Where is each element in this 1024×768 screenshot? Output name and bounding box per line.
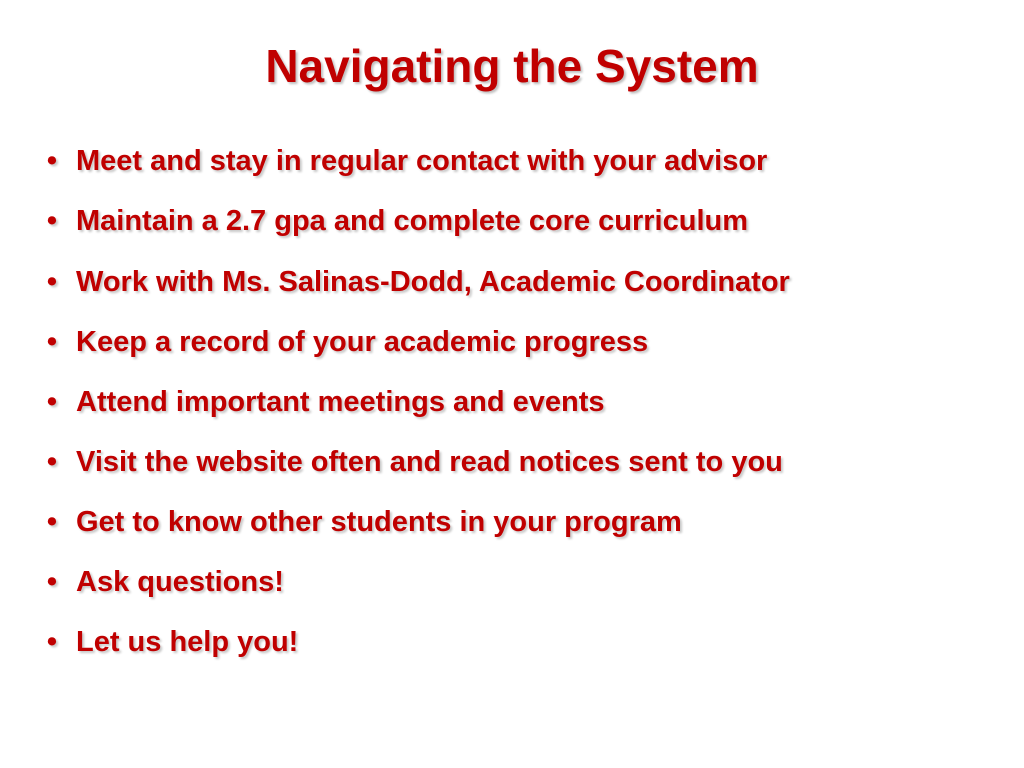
bullet-dot-icon: • xyxy=(46,446,58,478)
bullet-text: Visit the website often and read notices sent to you xyxy=(76,446,783,478)
bullet-dot-icon: • xyxy=(46,626,58,658)
list-item xyxy=(40,499,1000,546)
bullet-text: Work with Ms. Salinas-Dodd, Academic Coordinator xyxy=(76,266,790,298)
bullet-dot-icon: • xyxy=(46,386,58,418)
bullet-text: Meet and stay in regular contact with your advisor xyxy=(76,145,768,177)
slide-title: Navigating the System xyxy=(265,40,759,92)
bullet-list xyxy=(40,138,1000,679)
bullet-dot-icon: • xyxy=(46,506,58,538)
list-item xyxy=(40,619,1000,666)
list-item xyxy=(40,559,1000,606)
bullet-text: Let us help you! xyxy=(76,626,299,658)
bullet-text: Ask questions! xyxy=(76,566,284,598)
bullet-text: Attend important meetings and events xyxy=(76,386,605,418)
bullet-dot-icon: • xyxy=(46,205,58,237)
bullet-text: Maintain a 2.7 gpa and complete core curriculum xyxy=(76,205,749,237)
list-item xyxy=(40,319,1000,366)
list-item xyxy=(40,198,1000,245)
bullet-dot-icon: • xyxy=(46,566,58,598)
bullet-dot-icon: • xyxy=(46,326,58,358)
bullet-text: Get to know other students in your program xyxy=(76,506,682,538)
bullet-text: Keep a record of your academic progress xyxy=(76,326,649,358)
list-item xyxy=(40,138,1000,185)
list-item xyxy=(40,439,1000,486)
bullet-dot-icon: • xyxy=(46,145,58,177)
list-item xyxy=(40,258,816,306)
list-item xyxy=(40,379,1000,426)
bullet-dot-icon: • xyxy=(46,266,58,298)
